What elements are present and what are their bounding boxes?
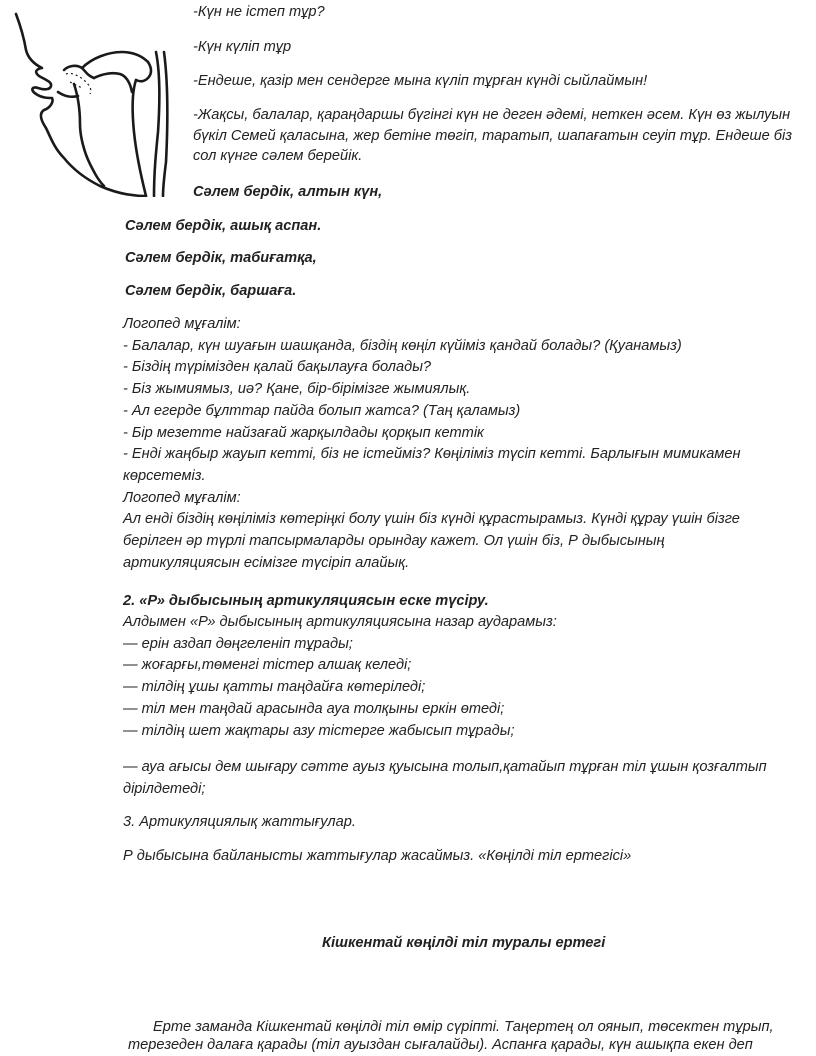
question-1: - Балалар, күн шуағын шашқанда, біздің көңіл күйіміз қандай болады? (Қуанамыз) xyxy=(123,337,682,354)
story-line-2: терезеден далаға қарады (тіл ауыздан сығалайды). Аспанға қарады, күн ашықпа екен деп xyxy=(128,1037,753,1053)
section-3-intro: Р дыбысына байланысты жаттығулар жасаймыз. «Көңілді тіл ертегісі» xyxy=(123,848,632,864)
section-2-intro: Алдымен «Р» дыбысының артикуляциясына назар аударамыз: xyxy=(123,614,557,630)
dialogue-line-3: -Ендеше, қазір мен сендерге мына күліп тұрған күнді сыйлаймын! xyxy=(193,73,648,89)
closing-line-2: берілген әр түрлі тапсырмаларды орындау кажет. Ол үшін біз, Р дыбысының xyxy=(123,533,665,550)
airflow-line-1: — ауа ағысы дем шығару сәтте ауыз қуысына толып,қатайып тұрған тіл ұшын қозғалтып xyxy=(123,759,767,775)
speech-therapist-header: Логопед мұғалім: xyxy=(123,316,241,332)
dialogue-line-4: -Жақсы, балалар, қараңдаршы бүгінгі күн не деген әдемі, неткен әсем. Күн өз жылуын бүкіл Семей қаласына, жер бетіне төгіп, таратып, шапағатын сеуіп тұр. Ендеше біз сол күнге сәлем берейік. xyxy=(193,107,793,164)
story-title: Кішкентай көңілді тіл туралы ертегі xyxy=(322,935,606,951)
question-6: - Енді жаңбыр жауып кетті, біз не істейміз? Көңіліміз түсіп кетті. Барлығын мимикамен xyxy=(123,446,741,463)
poem-line-1: Сәлем бердік, алтын күн, xyxy=(193,184,383,200)
dialogue-line-1: -Күн не істеп тұр? xyxy=(193,4,325,20)
articulation-point-4: — тіл мен таңдай арасында ауа толқыны еркін өтеді; xyxy=(123,700,505,717)
articulation-point-2: — жоғарғы,төменгі тістер алшақ келеді; xyxy=(123,657,412,674)
articulation-point-1: — ерін аздап дөңгеленіп тұрады; xyxy=(123,635,353,652)
dialogue-line-2: -Күн күліп тұр xyxy=(193,39,292,55)
articulation-point-3: — тілдің ұшы қатты таңдайға көтеріледі; xyxy=(123,679,426,696)
airflow-paragraph xyxy=(123,756,803,800)
airflow-line-2: дірілдетеді; xyxy=(123,781,206,797)
question-5: - Бір мезетте найзағай жарқылдады қорқып кеттік xyxy=(123,424,484,441)
section-2-body xyxy=(123,612,803,742)
question-4: - Ал егерде бұлттар пайда болып жатса? (Таң қаламыз) xyxy=(123,402,521,419)
question-2: - Біздің түрімізден қалай бақылауға болады? xyxy=(123,359,432,376)
speech-therapist-block xyxy=(123,314,803,574)
poem-line-3: Сәлем бердік, табиғатқа, xyxy=(125,250,317,266)
articulation-profile-icon xyxy=(8,12,170,197)
closing-line-3: артикуляциясын есімізге түсіріп алайық. xyxy=(123,554,410,571)
section-2-heading: 2. «Р» дыбысының артикуляциясын еске түсіру. xyxy=(123,593,489,609)
section-3-heading: 3. Артикуляциялық жаттығулар. xyxy=(123,814,356,830)
closing-line-1: Ал енді біздің көңіліміз көтеріңкі болу үшін біз күнді құрастырамыз. Күнді құрау үшін бізге xyxy=(123,511,740,528)
poem-line-2: Сәлем бердік, ашық аспан. xyxy=(125,218,322,234)
question-3: - Біз жымиямыз, иә? Қане, бір-бірімізге жымиялық. xyxy=(123,381,471,398)
speech-therapist-header-2: Логопед мұғалім: xyxy=(123,489,241,506)
story-line-1: Ерте заманда Кішкентай көңілді тіл өмір сүріпті. Таңертең ол оянып, төсектен тұрып, xyxy=(153,1019,774,1035)
poem-line-4: Сәлем бердік, баршаға. xyxy=(125,283,297,299)
question-6-continued: көрсетеміз. xyxy=(123,467,206,484)
articulation-point-5: — тілдің шет жақтары азу тістерге жабысып тұрады; xyxy=(123,722,515,739)
